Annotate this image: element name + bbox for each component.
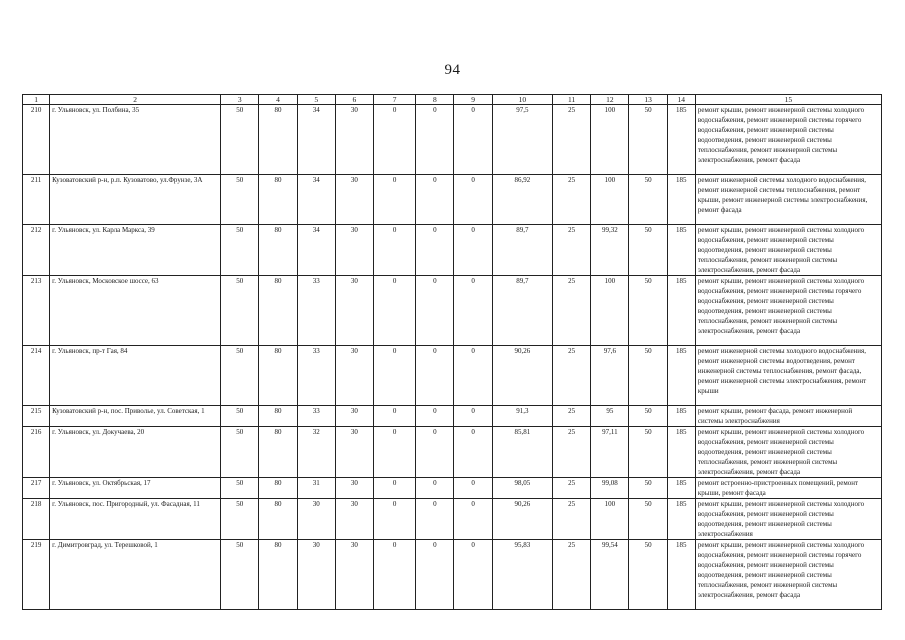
col-9-value: 0 (454, 346, 492, 406)
column-number-header: 4 (259, 95, 297, 105)
works-description-cell: ремонт крыши, ремонт инженерной системы холодного водоснабжения, ремонт инженерной системы горячего водоснабжения, ремонт инженерной системы водоотведения, ремонт инженерной системы теплоснабжения, ремонт инженерной системы электроснабжения, ремонт фасада (695, 540, 881, 610)
row-number-cell: 219 (23, 540, 50, 610)
col-13-value: 50 (629, 478, 667, 499)
table-row (23, 175, 882, 225)
col-8-value: 0 (416, 105, 454, 175)
col-13-value: 50 (629, 406, 667, 427)
col-11-value: 25 (553, 225, 591, 276)
col-8-value: 0 (416, 225, 454, 276)
works-description-cell: ремонт крыши, ремонт инженерной системы холодного водоснабжения, ремонт инженерной системы горячего водоснабжения, ремонт инженерной системы водоотведения, ремонт инженерной системы теплоснабжения, ремонт инженерной системы электроснабжения, ремонт фасада (695, 276, 881, 346)
col-4-value: 80 (259, 478, 297, 499)
col-3-value: 50 (221, 540, 259, 610)
page-number: 94 (444, 62, 461, 78)
row-number-cell: 215 (23, 406, 50, 427)
col-4-value: 80 (259, 406, 297, 427)
col-11-value: 25 (553, 499, 591, 540)
col-9-value: 0 (454, 105, 492, 175)
col-4-value: 80 (259, 427, 297, 478)
table-row (23, 105, 882, 175)
col-6-value: 30 (335, 175, 373, 225)
address-cell: г. Ульяновск, пос. Пригородный, ул. Фасадная, 11 (50, 499, 221, 540)
col-12-value: 99,32 (591, 225, 629, 276)
col-8-value: 0 (416, 427, 454, 478)
col-9-value: 0 (454, 225, 492, 276)
address-cell: Кузоватовский р-н, р.п. Кузоватово, ул.Фрунзе, 3А (50, 175, 221, 225)
col-11-value: 25 (553, 427, 591, 478)
col-13-value: 50 (629, 540, 667, 610)
address-cell: г. Ульяновск, ул. Докучаева, 20 (50, 427, 221, 478)
column-number-header: 11 (553, 95, 591, 105)
works-description-cell: ремонт крыши, ремонт инженерной системы холодного водоснабжения, ремонт инженерной системы водоотведения, ремонт инженерной системы теплоснабжения, ремонт инженерной системы электроснабжения, ремонт фасада (695, 427, 881, 478)
col-8-value: 0 (416, 175, 454, 225)
address-cell: г. Ульяновск, ул. Карла Маркса, 39 (50, 225, 221, 276)
col-3-value: 50 (221, 427, 259, 478)
col-10-value: 91,3 (492, 406, 552, 427)
col-10-value: 90,26 (492, 499, 552, 540)
col-6-value: 30 (335, 346, 373, 406)
col-3-value: 50 (221, 406, 259, 427)
works-description-cell: ремонт встроенно-пристроенных помещений, ремонт крыши, ремонт фасада (695, 478, 881, 499)
col-6-value: 30 (335, 499, 373, 540)
works-description-cell: ремонт инженерной системы холодного водоснабжения, ремонт инженерной системы теплоснабжения, ремонт крыши, ремонт инженерной системы электроснабжения, ремонт фасада (695, 175, 881, 225)
col-3-value: 50 (221, 175, 259, 225)
col-3-value: 50 (221, 105, 259, 175)
col-3-value: 50 (221, 478, 259, 499)
address-cell: г. Димитровград, ул. Терешковой, 1 (50, 540, 221, 610)
col-7-value: 0 (374, 225, 416, 276)
col-12-value: 95 (591, 406, 629, 427)
col-6-value: 30 (335, 406, 373, 427)
col-4-value: 80 (259, 225, 297, 276)
column-number-header: 13 (629, 95, 667, 105)
col-13-value: 50 (629, 276, 667, 346)
table-row (23, 276, 882, 346)
col-14-value: 185 (667, 276, 695, 346)
col-8-value: 0 (416, 346, 454, 406)
col-14-value: 185 (667, 540, 695, 610)
col-8-value: 0 (416, 499, 454, 540)
row-number-cell: 210 (23, 105, 50, 175)
col-9-value: 0 (454, 175, 492, 225)
col-12-value: 99,08 (591, 478, 629, 499)
col-9-value: 0 (454, 276, 492, 346)
col-4-value: 80 (259, 276, 297, 346)
col-14-value: 185 (667, 427, 695, 478)
row-number-cell: 216 (23, 427, 50, 478)
col-10-value: 95,83 (492, 540, 552, 610)
col-10-value: 86,92 (492, 175, 552, 225)
col-3-value: 50 (221, 346, 259, 406)
col-5-value: 30 (297, 499, 335, 540)
col-14-value: 185 (667, 105, 695, 175)
col-12-value: 97,6 (591, 346, 629, 406)
column-number-header: 9 (454, 95, 492, 105)
col-5-value: 33 (297, 346, 335, 406)
column-number-header-row (23, 95, 882, 105)
col-6-value: 30 (335, 225, 373, 276)
address-cell: г. Ульяновск, Московское шоссе, 63 (50, 276, 221, 346)
column-number-header: 2 (50, 95, 221, 105)
col-12-value: 97,11 (591, 427, 629, 478)
col-9-value: 0 (454, 499, 492, 540)
col-6-value: 30 (335, 540, 373, 610)
col-9-value: 0 (454, 427, 492, 478)
col-5-value: 34 (297, 225, 335, 276)
col-14-value: 185 (667, 406, 695, 427)
col-11-value: 25 (553, 406, 591, 427)
col-13-value: 50 (629, 499, 667, 540)
col-11-value: 25 (553, 346, 591, 406)
row-number-cell: 212 (23, 225, 50, 276)
col-13-value: 50 (629, 427, 667, 478)
column-number-header: 15 (695, 95, 881, 105)
col-10-value: 89,7 (492, 276, 552, 346)
column-number-header: 3 (221, 95, 259, 105)
row-number-cell: 218 (23, 499, 50, 540)
column-number-header: 10 (492, 95, 552, 105)
table-row (23, 478, 882, 499)
col-5-value: 34 (297, 175, 335, 225)
col-12-value: 100 (591, 175, 629, 225)
col-13-value: 50 (629, 225, 667, 276)
column-number-header: 1 (23, 95, 50, 105)
col-11-value: 25 (553, 175, 591, 225)
row-number-cell: 211 (23, 175, 50, 225)
address-cell: Кузоватовский р-н, пос. Приволье, ул. Советская, 1 (50, 406, 221, 427)
row-number-cell: 213 (23, 276, 50, 346)
col-3-value: 50 (221, 225, 259, 276)
col-5-value: 32 (297, 427, 335, 478)
col-9-value: 0 (454, 406, 492, 427)
col-4-value: 80 (259, 499, 297, 540)
col-3-value: 50 (221, 276, 259, 346)
col-14-value: 185 (667, 478, 695, 499)
works-description-cell: ремонт крыши, ремонт инженерной системы холодного водоснабжения, ремонт инженерной системы горячего водоснабжения, ремонт инженерной системы водоотведения, ремонт инженерной системы теплоснабжения, ремонт инженерной системы электроснабжения, ремонт фасада (695, 105, 881, 175)
col-3-value: 50 (221, 499, 259, 540)
register-table (22, 94, 882, 610)
col-8-value: 0 (416, 276, 454, 346)
col-10-value: 89,7 (492, 225, 552, 276)
col-6-value: 30 (335, 276, 373, 346)
col-6-value: 30 (335, 478, 373, 499)
col-10-value: 97,5 (492, 105, 552, 175)
col-7-value: 0 (374, 346, 416, 406)
col-7-value: 0 (374, 478, 416, 499)
col-10-value: 85,81 (492, 427, 552, 478)
col-13-value: 50 (629, 346, 667, 406)
works-description-cell: ремонт крыши, ремонт инженерной системы холодного водоснабжения, ремонт инженерной системы водоотведения, ремонт инженерной системы теплоснабжения, ремонт инженерной системы электроснабжения, ремонт фасада (695, 225, 881, 276)
col-11-value: 25 (553, 478, 591, 499)
col-4-value: 80 (259, 105, 297, 175)
row-number-cell: 217 (23, 478, 50, 499)
table-row (23, 225, 882, 276)
col-14-value: 185 (667, 175, 695, 225)
table-row (23, 540, 882, 610)
col-7-value: 0 (374, 105, 416, 175)
col-6-value: 30 (335, 427, 373, 478)
col-8-value: 0 (416, 478, 454, 499)
col-12-value: 99,54 (591, 540, 629, 610)
col-5-value: 33 (297, 276, 335, 346)
col-14-value: 185 (667, 346, 695, 406)
col-13-value: 50 (629, 105, 667, 175)
column-number-header: 6 (335, 95, 373, 105)
column-number-header: 12 (591, 95, 629, 105)
col-5-value: 30 (297, 540, 335, 610)
col-5-value: 31 (297, 478, 335, 499)
col-8-value: 0 (416, 406, 454, 427)
col-10-value: 90,26 (492, 346, 552, 406)
col-14-value: 185 (667, 225, 695, 276)
column-number-header: 8 (416, 95, 454, 105)
col-6-value: 30 (335, 105, 373, 175)
works-description-cell: ремонт крыши, ремонт инженерной системы холодного водоснабжения, ремонт инженерной системы водоотведения, ремонт инженерной системы электроснабжения (695, 499, 881, 540)
table-row (23, 499, 882, 540)
col-9-value: 0 (454, 540, 492, 610)
col-5-value: 33 (297, 406, 335, 427)
column-number-header: 7 (374, 95, 416, 105)
col-11-value: 25 (553, 276, 591, 346)
col-7-value: 0 (374, 406, 416, 427)
works-description-cell: ремонт крыши, ремонт фасада, ремонт инженерной системы электроснабжения (695, 406, 881, 427)
address-cell: г. Ульяновск, ул. Октябрьская, 17 (50, 478, 221, 499)
col-12-value: 100 (591, 105, 629, 175)
col-7-value: 0 (374, 175, 416, 225)
col-10-value: 98,05 (492, 478, 552, 499)
col-12-value: 100 (591, 276, 629, 346)
col-14-value: 185 (667, 499, 695, 540)
col-8-value: 0 (416, 540, 454, 610)
col-9-value: 0 (454, 478, 492, 499)
col-12-value: 100 (591, 499, 629, 540)
col-13-value: 50 (629, 175, 667, 225)
col-5-value: 34 (297, 105, 335, 175)
column-number-header: 5 (297, 95, 335, 105)
address-cell: г. Ульяновск, пр-т Гая, 84 (50, 346, 221, 406)
row-number-cell: 214 (23, 346, 50, 406)
col-7-value: 0 (374, 276, 416, 346)
col-11-value: 25 (553, 105, 591, 175)
col-4-value: 80 (259, 346, 297, 406)
col-4-value: 80 (259, 540, 297, 610)
table-row (23, 346, 882, 406)
col-4-value: 80 (259, 175, 297, 225)
table-row (23, 427, 882, 478)
table-row (23, 406, 882, 427)
col-7-value: 0 (374, 427, 416, 478)
col-7-value: 0 (374, 499, 416, 540)
works-description-cell: ремонт инженерной системы холодного водоснабжения, ремонт инженерной системы водоотведения, ремонт инженерной системы теплоснабжения, ремонт фасада, ремонт инженерной системы электроснабжения, ремонт крыши (695, 346, 881, 406)
address-cell: г. Ульяновск, ул. Полбина, 35 (50, 105, 221, 175)
col-11-value: 25 (553, 540, 591, 610)
col-7-value: 0 (374, 540, 416, 610)
column-number-header: 14 (667, 95, 695, 105)
